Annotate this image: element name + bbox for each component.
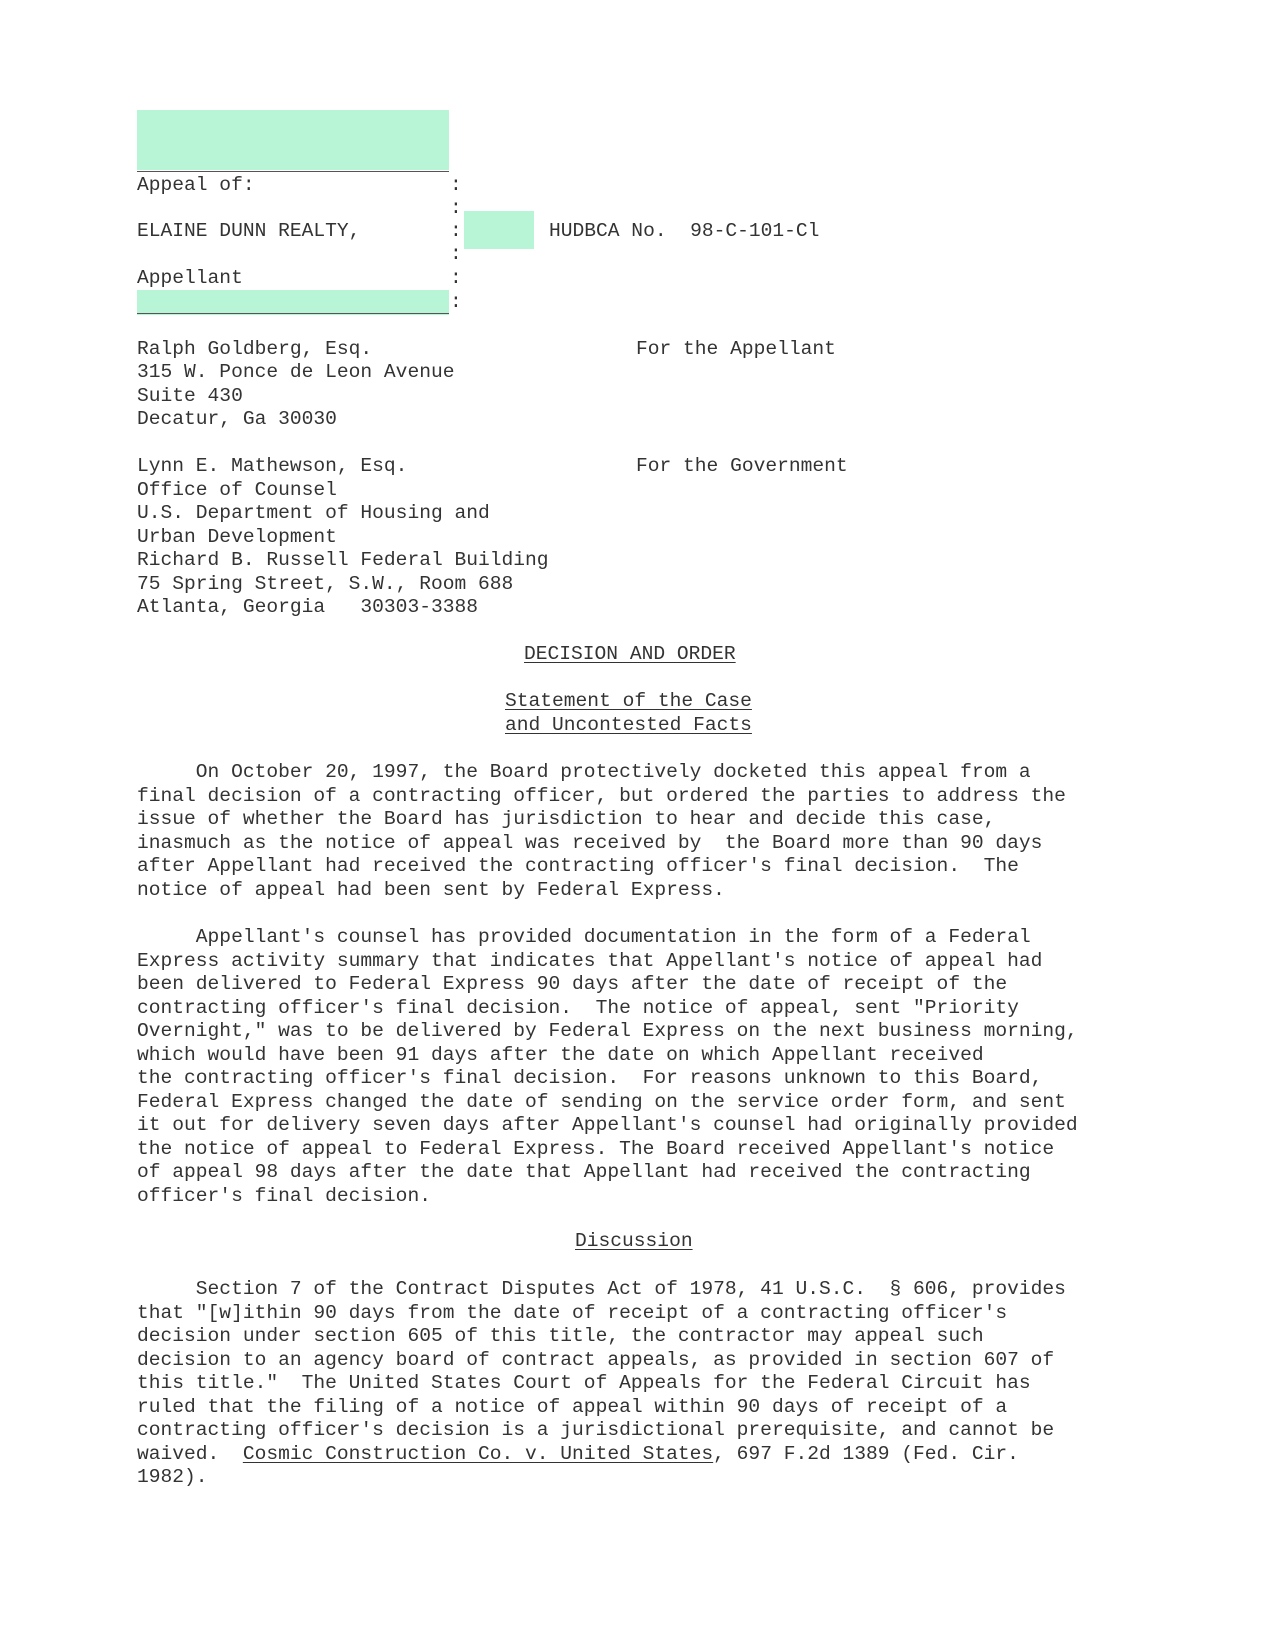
paragraph-line: this title." The United States Court of Appeals for the Federal Circuit has <box>137 1372 1031 1394</box>
appellant-counsel-line: Decatur, Ga 30030 <box>137 408 337 430</box>
paragraph-line: of appeal 98 days after the date that Appellant had received the contracting <box>137 1161 1031 1183</box>
paragraph-line: ruled that the filing of a notice of appeal within 90 days of receipt of a <box>137 1395 1008 1418</box>
government-counsel-line: U.S. Department of Housing and <box>137 502 490 524</box>
caption-colon: : <box>450 243 462 265</box>
paragraph-line: it out for delivery seven days after Appellant's counsel had originally provided <box>137 1114 1078 1136</box>
caption-colon: : <box>450 267 462 289</box>
redaction-block-bottom <box>137 290 449 315</box>
government-counsel-line: Urban Development <box>137 526 337 548</box>
appellant-counsel-line: Suite 430 <box>137 385 243 407</box>
paragraph-line: final decision of a contracting officer, but ordered the parties to address the <box>137 784 1066 807</box>
appeal-of-label: Appeal of: <box>137 174 255 196</box>
caption-bottom-rule <box>137 313 449 314</box>
government-counsel-line: 75 Spring Street, S.W., Room 688 <box>137 573 514 595</box>
paragraph-line: decision to an agency board of contract appeals, as provided in section 607 of <box>137 1348 1055 1371</box>
paragraph-line: Section 7 of the Contract Disputes Act of 1978, 41 U.S.C. § 606, provides <box>137 1278 1066 1300</box>
citation-suffix: , 697 F.2d 1389 (Fed. Cir. <box>713 1442 1019 1465</box>
paragraph-line: Overnight," was to be delivered by Federal Express on the next business morning, <box>137 1020 1078 1042</box>
paragraph-line: which would have been 91 days after the date on which Appellant received <box>137 1043 984 1066</box>
paragraph-line: decision under section 605 of this title, the contractor may appeal such <box>137 1325 984 1347</box>
paragraph-line: inasmuch as the notice of appeal was received by the Board more than 90 days <box>137 831 1043 854</box>
paragraph-line: been delivered to Federal Express 90 days after the date of receipt of the <box>137 973 1008 995</box>
redaction-block-top <box>137 110 449 170</box>
caption-colon: : <box>450 197 462 219</box>
paragraph-line: the contracting officer's final decision. For reasons unknown to this Board, <box>137 1067 1043 1089</box>
paragraph-line: Federal Express changed the date of sending on the service order form, and sent <box>137 1090 1066 1113</box>
redaction-block-middle <box>464 211 534 249</box>
paragraph-line <box>137 1443 1066 1467</box>
appellant-counsel-line: 315 W. Ponce de Leon Avenue <box>137 361 455 383</box>
paragraph-2 <box>137 926 1078 1208</box>
paragraph-1 <box>137 761 1066 902</box>
paragraph-3 <box>137 1278 1066 1490</box>
paragraph-line: officer's final decision. <box>137 1184 431 1207</box>
paragraph-line: 1982). <box>137 1466 208 1488</box>
caption-top-rule <box>137 171 449 172</box>
paragraph-line: after Appellant had received the contracting officer's final decision. The <box>137 855 1019 877</box>
paragraph-line: On October 20, 1997, the Board protectively docketed this appeal from a <box>137 761 1031 783</box>
caption-colon: : <box>450 291 462 313</box>
government-counsel-role: For the Government <box>636 455 848 477</box>
paragraph-line: Appellant's counsel has provided documentation in the form of a Federal <box>137 926 1031 948</box>
caption-colon: : <box>450 174 462 196</box>
paragraph-line: contracting officer's decision is a jurisdictional prerequisite, and cannot be <box>137 1419 1055 1441</box>
government-counsel-line: Atlanta, Georgia 30303-3388 <box>137 596 478 618</box>
caption-colon: : <box>450 220 462 242</box>
government-counsel-line: Office of Counsel <box>137 479 337 501</box>
discussion-heading: Discussion <box>575 1230 693 1252</box>
paragraph-line: issue of whether the Board has jurisdiction to hear and decide this case, <box>137 808 996 830</box>
government-counsel-line: Lynn E. Mathewson, Esq. <box>137 455 408 477</box>
appellant-counsel-role: For the Appellant <box>636 338 836 360</box>
case-number: HUDBCA No. 98-C-101-Cl <box>549 220 820 242</box>
government-counsel-line: Richard B. Russell Federal Building <box>137 549 549 571</box>
paragraph-line: that "[w]ithin 90 days from the date of receipt of a contracting officer's <box>137 1301 1008 1324</box>
citation-prefix: waived. <box>137 1442 243 1465</box>
paragraph-line: Express activity summary that indicates that Appellant's notice of appeal had <box>137 949 1043 972</box>
paragraph-line: contracting officer's final decision. The notice of appeal, sent "Priority <box>137 996 1019 1019</box>
statement-heading: Statement of the Case <box>505 690 752 712</box>
appellant-name: ELAINE DUNN REALTY, <box>137 220 361 242</box>
case-citation: Cosmic Construction Co. v. United States <box>242 1442 714 1465</box>
decision-heading: DECISION AND ORDER <box>524 643 736 665</box>
paragraph-line: the notice of appeal to Federal Express. The Board received Appellant's notice <box>137 1137 1055 1160</box>
appellant-counsel-line: Ralph Goldberg, Esq. <box>137 338 373 360</box>
appellant-role-label: Appellant <box>137 267 243 289</box>
statement-heading: and Uncontested Facts <box>505 714 752 736</box>
paragraph-line: notice of appeal had been sent by Federal Express. <box>137 878 725 901</box>
